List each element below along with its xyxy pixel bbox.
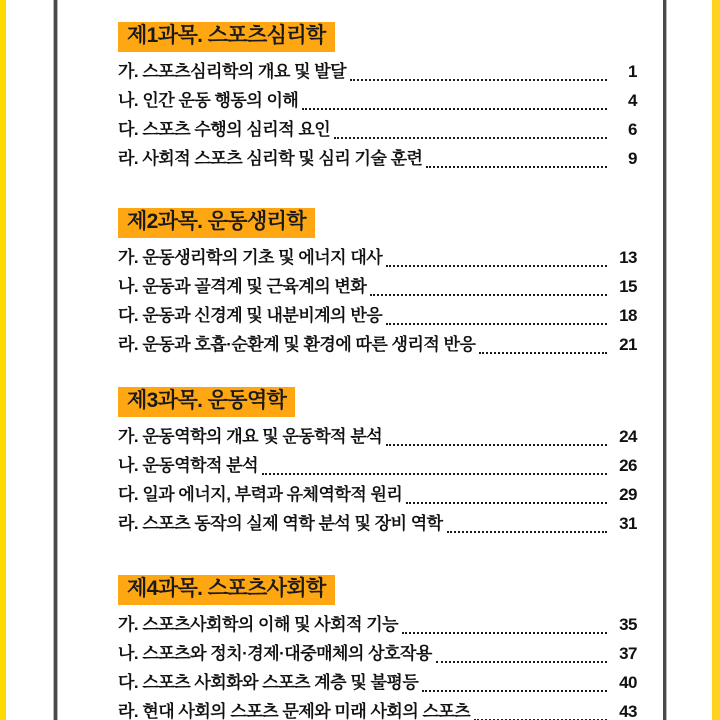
toc-entry-label: 다. 일과 에너지, 부력과 유체역학적 원리	[118, 484, 403, 504]
toc-entry-label: 나. 스포츠와 정치·경제·대중매체의 상호작용	[118, 643, 432, 663]
toc-entry[interactable]	[58, 244, 663, 272]
toc-entry[interactable]	[58, 481, 663, 509]
toc-entry-page: 26	[619, 455, 637, 475]
toc-section-3	[58, 387, 663, 539]
toc-entry-label: 나. 운동역학적 분석	[118, 455, 259, 475]
dot-leader	[477, 342, 608, 359]
page-border-rule-left	[54, 0, 57, 720]
dot-leader	[384, 255, 608, 272]
toc-entry[interactable]	[58, 58, 663, 86]
toc-entry-page: 18	[619, 305, 637, 325]
dot-leader	[420, 680, 608, 697]
toc-entry-page: 13	[619, 247, 637, 267]
section-heading-3: 제3과목. 운동역학	[118, 387, 295, 417]
section-heading-2: 제2과목. 운동생리학	[118, 208, 315, 238]
section-heading-1: 제1과목. 스포츠심리학	[118, 22, 335, 52]
dot-leader	[368, 284, 608, 301]
toc-entry-page: 43	[619, 701, 637, 720]
toc-entry[interactable]	[58, 302, 663, 330]
toc-entry-list-1	[58, 58, 663, 173]
dot-leader	[445, 521, 608, 538]
dot-leader	[384, 313, 608, 330]
toc-entry-page: 4	[628, 90, 637, 110]
book-edge-strip-left	[0, 0, 6, 720]
toc-entry[interactable]	[58, 331, 663, 359]
toc-entry-label: 라. 운동과 호흡·순환계 및 환경에 따른 생리적 반응	[118, 334, 476, 354]
toc-entry-label: 가. 운동생리학의 기초 및 에너지 대사	[118, 247, 383, 267]
toc-entry-list-2	[58, 244, 663, 359]
toc-entry-page: 1	[628, 61, 637, 81]
dot-leader	[384, 434, 608, 451]
toc-entry-list-4	[58, 611, 663, 720]
toc-entry-page: 40	[619, 672, 637, 692]
toc-entry[interactable]	[58, 640, 663, 668]
toc-entry-page: 37	[619, 643, 637, 663]
toc-entry-page: 6	[628, 119, 637, 139]
dot-leader	[300, 98, 608, 115]
toc-entry-page: 9	[628, 148, 637, 168]
toc-entry-label: 가. 운동역학의 개요 및 운동학적 분석	[118, 426, 383, 446]
toc-entry-label: 가. 스포츠사회학의 이해 및 사회적 기능	[118, 614, 399, 634]
toc-entry-label: 나. 인간 운동 행동의 이해	[118, 90, 299, 110]
toc-entry-label: 다. 스포츠 수행의 심리적 요인	[118, 119, 331, 139]
toc-content	[58, 0, 663, 720]
page-border-rule-right	[663, 0, 666, 720]
toc-entry-list-3	[58, 423, 663, 538]
dot-leader	[332, 127, 608, 144]
toc-entry-page: 21	[619, 334, 637, 354]
toc-entry-label: 가. 스포츠심리학의 개요 및 발달	[118, 61, 347, 81]
toc-entry-label: 라. 사회적 스포츠 심리학 및 심리 기술 훈련	[118, 148, 423, 168]
toc-entry-label: 라. 스포츠 동작의 실제 역학 분석 및 장비 역학	[118, 513, 443, 533]
toc-section-4	[58, 575, 663, 720]
toc-entry[interactable]	[58, 116, 663, 144]
toc-entry-page: 35	[619, 614, 637, 634]
dot-leader	[260, 463, 608, 480]
toc-entry-page: 29	[619, 484, 637, 504]
toc-entry-page: 15	[619, 276, 637, 296]
dot-leader	[400, 622, 608, 639]
dot-leader	[404, 492, 608, 509]
toc-entry[interactable]	[58, 669, 663, 697]
toc-entry[interactable]	[58, 87, 663, 115]
toc-entry[interactable]	[58, 145, 663, 173]
toc-section-2	[58, 208, 663, 360]
book-edge-strip-right	[712, 0, 720, 720]
toc-entry-label: 라. 현대 사회의 스포츠 문제와 미래 사회의 스포츠	[118, 701, 471, 720]
toc-section-1	[58, 22, 663, 174]
toc-entry[interactable]	[58, 611, 663, 639]
toc-entry[interactable]	[58, 452, 663, 480]
toc-entry-label: 나. 운동과 골격계 및 근육계의 변화	[118, 276, 367, 296]
section-heading-4: 제4과목. 스포츠사회학	[118, 575, 335, 605]
dot-leader	[348, 69, 608, 86]
dot-leader	[434, 651, 608, 668]
dot-leader	[424, 156, 608, 173]
dot-leader	[472, 709, 608, 720]
toc-entry-label: 다. 운동과 신경계 및 내분비계의 반응	[118, 305, 383, 325]
toc-entry[interactable]	[58, 510, 663, 538]
toc-entry-label: 다. 스포츠 사회화와 스포츠 계층 및 불평등	[118, 672, 419, 692]
toc-entry[interactable]	[58, 273, 663, 301]
toc-entry-page: 24	[619, 426, 637, 446]
toc-entry-page: 31	[619, 513, 637, 533]
toc-entry[interactable]	[58, 698, 663, 720]
toc-entry[interactable]	[58, 423, 663, 451]
